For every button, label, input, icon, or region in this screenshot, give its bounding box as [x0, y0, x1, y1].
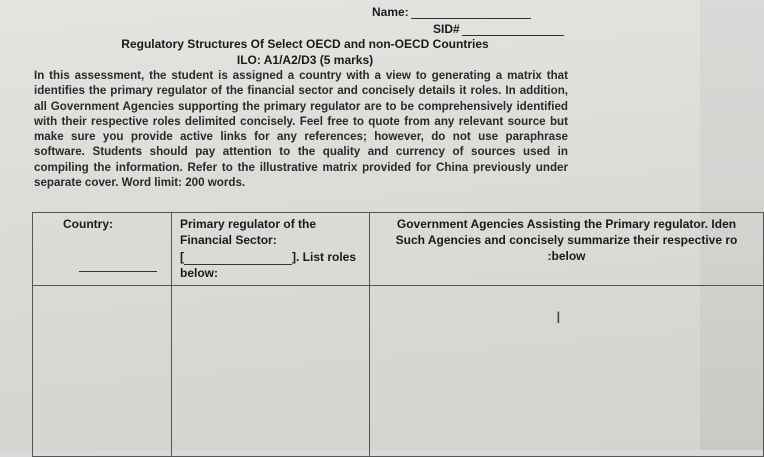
country-header-cell — [33, 213, 172, 286]
ilo-line: ILO: A1/A2/D3 (5 marks) — [236, 53, 374, 67]
primary-regulator-line3 — [180, 248, 369, 265]
sid-field[interactable] — [433, 22, 564, 36]
table-header-row — [33, 213, 764, 286]
open-bracket: [ — [180, 250, 184, 264]
name-field[interactable] — [372, 5, 531, 19]
country-matrix-table — [32, 212, 764, 457]
sid-label: SID# — [433, 22, 460, 36]
country-label: Country: — [63, 217, 113, 231]
country-blank[interactable] — [79, 257, 157, 272]
agencies-answer-cell[interactable] — [370, 286, 764, 457]
primary-regulator-line2: Financial Sector: — [180, 233, 277, 247]
primary-regulator-answer-cell[interactable] — [172, 286, 370, 457]
primary-regulator-line1: Primary regulator of the — [180, 217, 317, 231]
agencies-line3: :below — [547, 249, 586, 263]
primary-regulator-header-cell — [172, 213, 370, 286]
agencies-header-cell — [370, 213, 764, 286]
name-blank[interactable] — [411, 5, 531, 19]
sid-blank[interactable] — [462, 22, 564, 36]
primary-regulator-line4: below: — [180, 266, 218, 280]
agencies-line1: Government Agencies Assisting the Primary regulator. Iden — [396, 217, 737, 231]
document-title: Regulatory Structures Of Select OECD and non-OECD Countries — [121, 37, 489, 51]
primary-regulator-blank[interactable] — [184, 248, 292, 265]
agencies-line2: Such Agencies and concisely summarize their respective ro — [395, 233, 738, 247]
country-answer-cell[interactable] — [33, 286, 172, 457]
name-label: Name: — [372, 5, 409, 19]
instructions-paragraph: In this assessment, the student is assigned a country with a view to generating a matrix that identifies the primary regulator of the financial sector and concisely details it roles. In addition, all Government Agencies supporting the primary regulator are to be comprehensively identified with their respective roles delimited concisely. Feel free to quote from any relevant source but make sure you provide active links for any references; however, do not use paraphrase software. Students should pay attention to the quality and currency of sources used in compiling the information. Refer to the illustrative matrix provided for China previously under separate cover. Word limit: 200 words. — [34, 69, 568, 190]
list-roles-text: ]. List roles — [292, 250, 357, 264]
table-row — [33, 286, 764, 457]
text-cursor-icon: I — [556, 308, 561, 327]
